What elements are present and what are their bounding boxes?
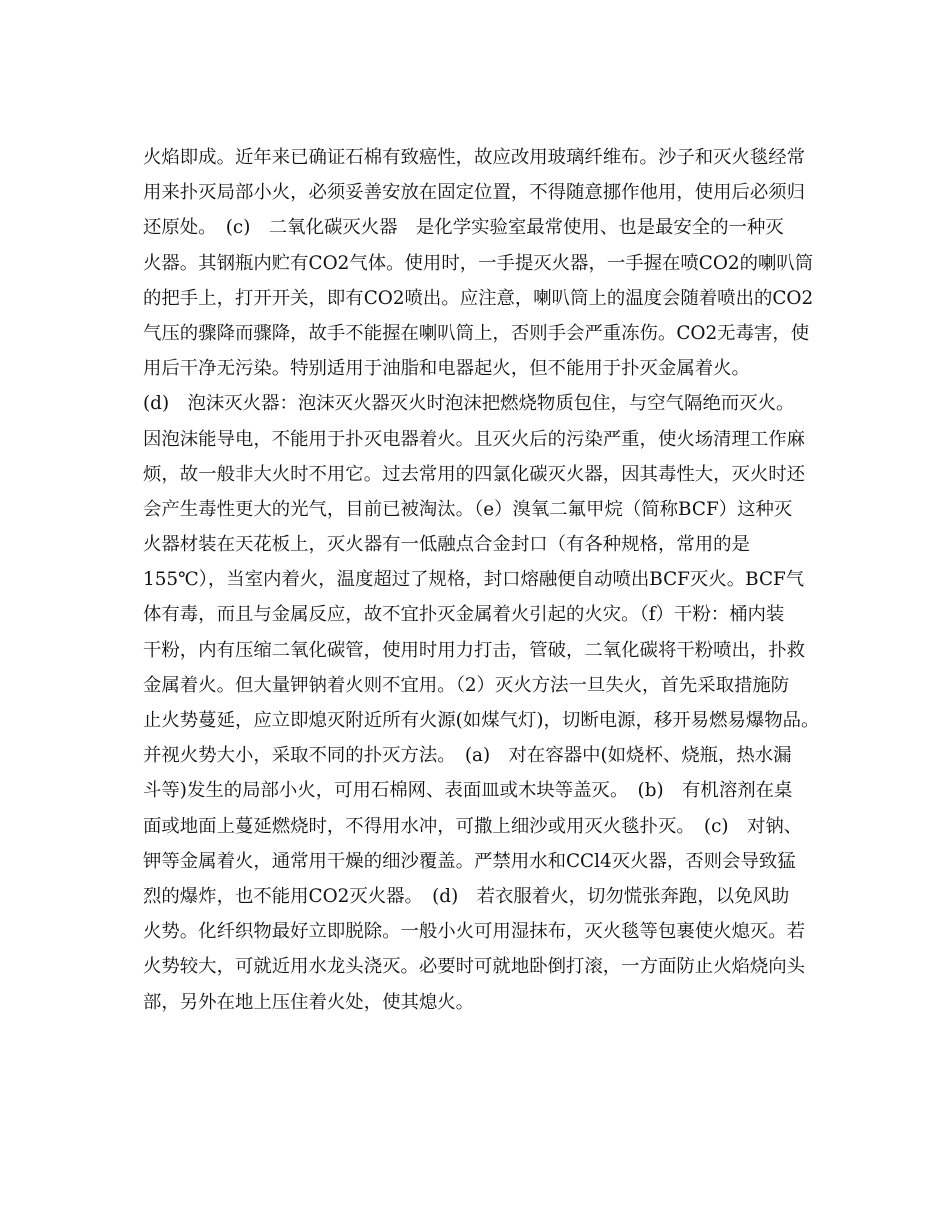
text-line: 烈的爆炸，也不能用CO2灭火器。 (d) 若衣服着火，切勿慌张奔跑，以免风助 <box>143 885 790 907</box>
text-line: 用后干净无污染。特别适用于油脂和电器起火，但不能用于扑灭金属着火。 <box>143 358 750 380</box>
text-line: 火焰即成。近年来已确证石棉有致癌性，故应改用玻璃纤维布。沙子和灭火毯经常 <box>143 147 806 168</box>
text-line: 干粉，内有压缩二氧化碳管，使用时用力打击，管破，二氧化碳将干粉喷出，扑救 <box>143 639 806 661</box>
text-line: 金属着火。但大量钾钠着火则不宜用。（2）灭火方法一旦失火，首先采取措施防 <box>143 674 790 696</box>
text-line: 火器材装在天花板上，灭火器有一低融点合金封口（有各种规格，常用的是 <box>143 534 750 556</box>
text-line: 用来扑灭局部小火，必须妥善安放在固定位置，不得随意挪作他用，使用后必须归 <box>143 182 806 204</box>
text-line: 部，另外在地上压住着火处，使其熄火。 <box>143 991 475 1013</box>
text-line: 烦，故一般非大火时不用它。过去常用的四氯化碳灭火器，因其毒性大，灭火时还 <box>143 463 806 485</box>
text-line: 火势较大，可就近用水龙头浇灭。必要时可就地卧倒打滚，一方面防止火焰烧向头 <box>143 956 806 978</box>
text-line: 155℃），当室内着火，温度超过了规格，封口熔融便自动喷出BCF灭火。BCF气 <box>143 569 805 591</box>
text-line: 还原处。 (c) 二氧化碳灭火器 是化学实验室最常使用、也是最安全的一种灭 <box>143 217 784 239</box>
text-line: 的把手上，打开开关，即有CO2喷出。应注意，喇叭筒上的温度会随着喷出的CO2 <box>143 287 814 309</box>
text-line: (d) 泡沫灭火器：泡沫灭火器灭火时泡沫把燃烧物质包住，与空气隔绝而灭火。 <box>143 393 795 415</box>
text-line: 因泡沫能导电，不能用于扑灭电器着火。且灭火后的污染严重，使火场清理工作麻 <box>143 428 806 450</box>
text-line: 钾等金属着火，通常用干燥的细沙覆盖。严禁用水和CCl4灭火器，否则会导致猛 <box>143 850 796 872</box>
body-text <box>143 140 820 1020</box>
text-line: 气压的骤降而骤降，故手不能握在喇叭筒上，否则手会严重冻伤。CO2无毒害，使 <box>143 322 810 344</box>
text-line: 火势。化纤织物最好立即脱除。一般小火可用湿抹布，灭火毯等包裹使火熄灭。若 <box>143 921 806 943</box>
text-line: 面或地面上蔓延燃烧时，不得用水冲，可撒上细沙或用灭火毯扑灭。 (c) 对钠、 <box>143 815 803 837</box>
text-line: 体有毒，而且与金属反应，故不宜扑灭金属着火引起的火灾。（f）干粉：桶内装 <box>143 604 785 626</box>
text-line: 止火势蔓延，应立即熄灭附近所有火源(如煤气灯)，切断电源，移开易燃易爆物品。 <box>143 710 820 731</box>
text-line: 斗等)发生的局部小火，可用石棉网、表面皿或木块等盖灭。 (b) 有机溶剂在桌 <box>143 780 793 802</box>
text-line: 会产生毒性更大的光气，目前已被淘汰。（e）溴氧二氟甲烷（简称BCF）这种灭 <box>143 498 793 520</box>
text-line: 并视火势大小，采取不同的扑灭方法。 (a) 对在容器中(如烧杯、烧瓶，热水漏 <box>143 745 792 767</box>
text-line: 火器。其钢瓶内贮有CO2气体。使用时，一手提灭火器，一手握在喷CO2的喇叭筒 <box>143 252 814 274</box>
